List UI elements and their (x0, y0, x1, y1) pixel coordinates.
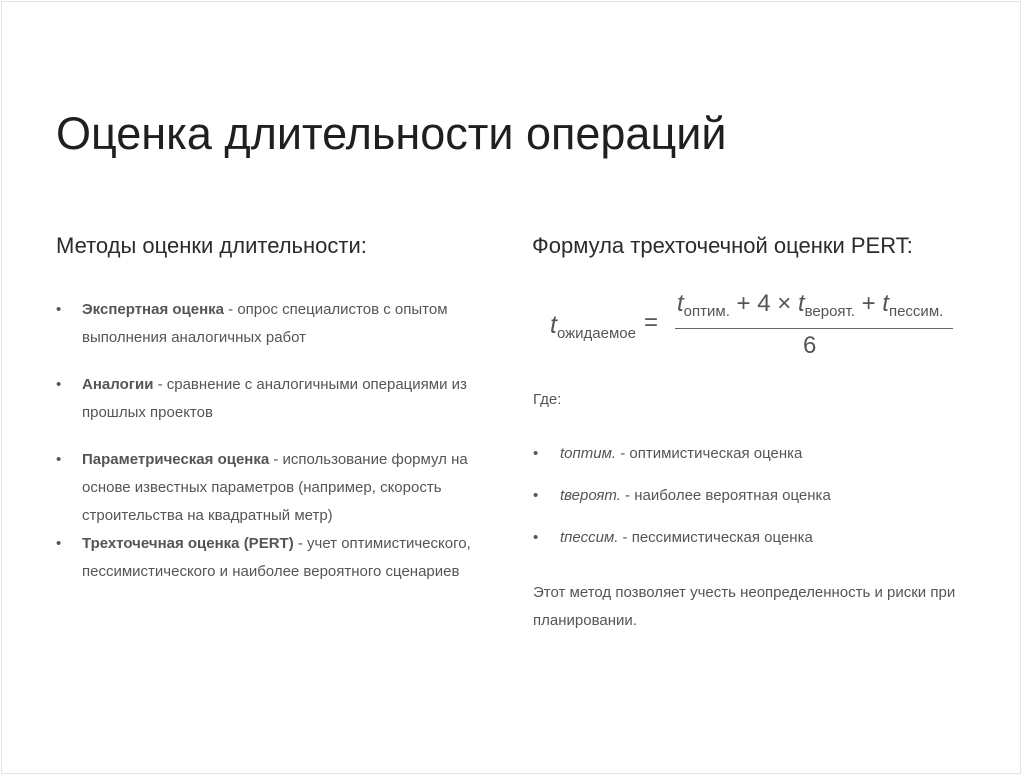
method-term: Аналогии (82, 376, 154, 393)
method-description: - использование формул на основе известных параметров (например, скорость строительства на квадратный метр) (82, 451, 468, 524)
variables-list (533, 441, 973, 551)
formula-equals: = (644, 309, 659, 336)
list-item (533, 441, 973, 467)
list-item (533, 525, 973, 551)
list-item (56, 530, 496, 586)
bullet-icon: • (56, 535, 62, 552)
method-description: - сравнение с аналогичными операциями из прошлых проектов (82, 376, 467, 421)
variable-symbol: tвероят. (560, 487, 621, 504)
bullet-icon: • (533, 529, 539, 546)
pert-formula (550, 292, 970, 362)
bullet-icon: • (533, 487, 539, 504)
methods-list (56, 296, 496, 586)
variable-symbol: tпессим. (560, 529, 619, 546)
variable-description: - пессимистическая оценка (618, 529, 813, 546)
where-label: Где: (533, 391, 562, 408)
fraction-bar (675, 328, 953, 329)
bullet-icon: • (533, 445, 539, 462)
list-item (56, 371, 496, 427)
bullet-icon: • (56, 376, 62, 393)
method-note: Этот метод позволяет учесть неопределенность и риски при планировании. (533, 584, 956, 629)
variable-description: - наиболее вероятная оценка (620, 487, 831, 504)
method-description: - учет оптимистического, пессимистического и наиболее вероятного сценариев (82, 535, 471, 580)
formula-lhs: $t_{ожидаемое}$ (550, 311, 636, 342)
formula-denominator: 6 (803, 332, 817, 359)
formula-heading: Формула трехточечной оценки PERT: (532, 233, 913, 258)
variable-description: - оптимистическая оценка (616, 445, 803, 462)
formula-numerator: $t_{оптим.} + 4 \times t_{вероят.} + t_{пессим.}$ (677, 290, 944, 320)
method-term: Трехточечная оценка (PERT) (82, 535, 294, 552)
list-item (56, 446, 496, 530)
list-item (56, 296, 496, 352)
methods-heading: Методы оценки длительности: (56, 233, 367, 258)
bullet-icon: • (56, 451, 62, 468)
slide-title: Оценка длительности операций (56, 108, 727, 159)
variable-symbol: tоптим. (560, 445, 617, 462)
method-description: - опрос специалистов с опытом выполнения аналогичных работ (82, 301, 448, 346)
bullet-icon: • (56, 301, 62, 318)
method-term: Экспертная оценка (82, 301, 224, 318)
list-item (533, 483, 973, 509)
method-term: Параметрическая оценка (82, 451, 270, 468)
